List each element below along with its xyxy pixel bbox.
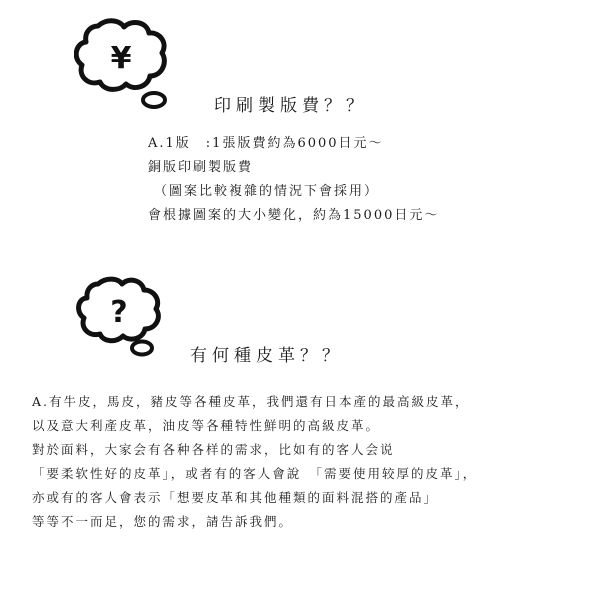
leather-line: 亦或有的客人會表示「想要皮革和其他種類的面料混搭的產品」 — [32, 490, 439, 505]
leather-line: 以及意大利產皮革，油皮等各種特性鮮明的高級皮革。 — [32, 418, 381, 433]
leather-line: A.有牛皮，馬皮，豬皮等各種皮革，我們還有日本產的最高級皮革， — [32, 394, 470, 409]
price-line: 會根據圖案的大小變化，約為15000日元～ — [148, 208, 440, 223]
leather-line: 對於面料，大家会有各种各样的需求，比如有的客人会说 — [32, 442, 395, 457]
section-heading-price: 印刷製版費？？ — [214, 96, 368, 116]
question-speech-bubble-icon — [76, 276, 166, 360]
section-heading-leather: 有何種皮革？？ — [190, 346, 344, 366]
price-line: （圖案比較複雜的情況下會採用） — [154, 184, 380, 199]
yen-speech-bubble-icon — [74, 18, 174, 114]
price-line: 銅版印刷製版費 — [148, 160, 254, 175]
leather-line: 「要柔软性好的皮革」，或者有的客人會說 「需要使用较厚的皮革」， — [32, 466, 478, 481]
price-details — [148, 132, 439, 228]
leather-line: 等等不一而足，您的需求，請告訴我們。 — [32, 514, 294, 529]
yen-symbol: ¥ — [110, 41, 132, 76]
leather-details — [32, 390, 477, 534]
price-line: A.1版 :1張版費約為6000日元～ — [148, 136, 384, 151]
question-symbol: ? — [110, 295, 128, 330]
